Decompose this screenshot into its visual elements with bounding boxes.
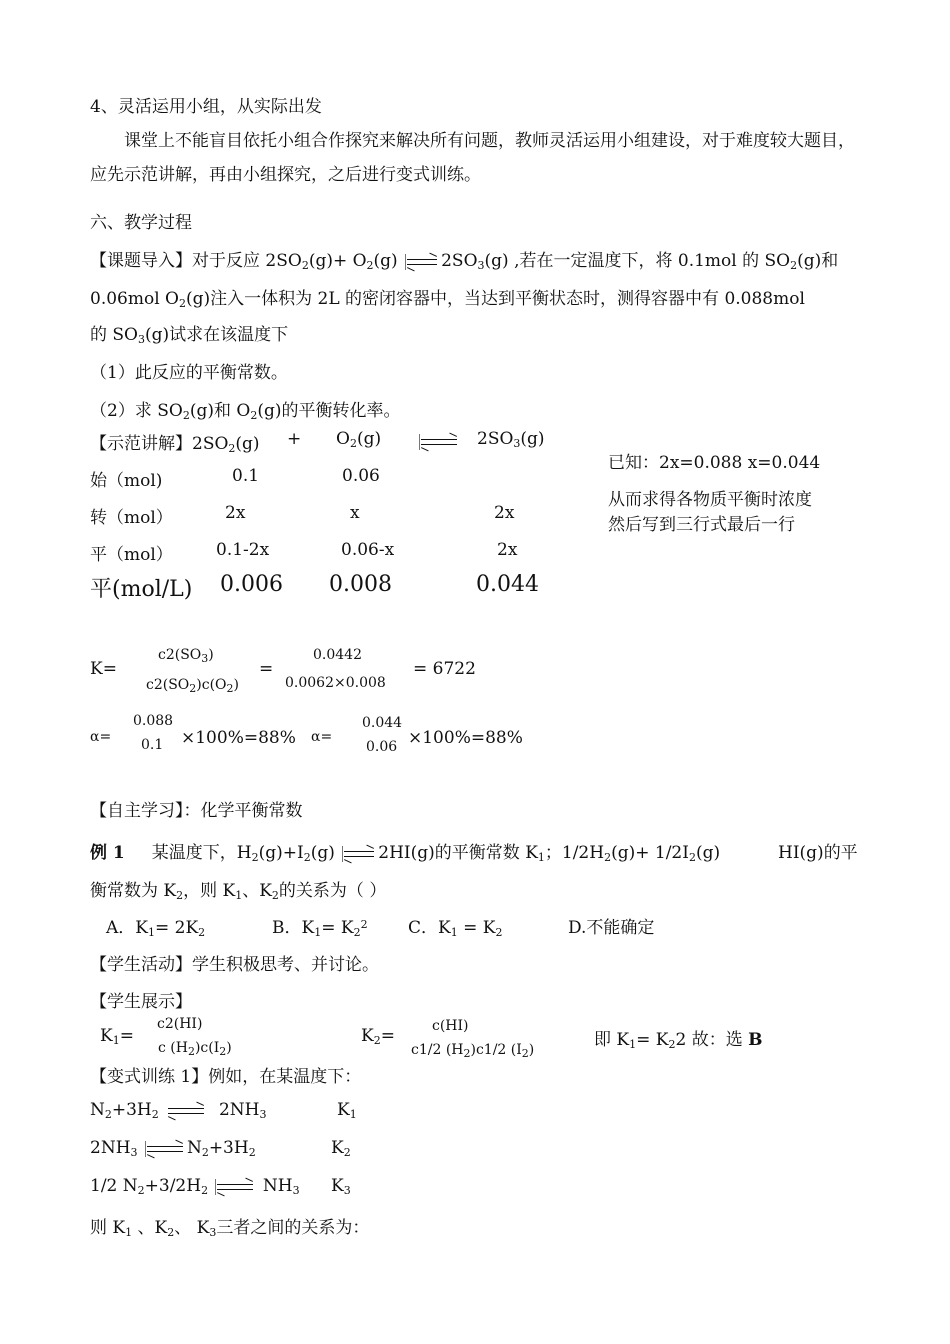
rxn-text: 2NH — [90, 1138, 131, 1158]
rxn-text: NH — [262, 1176, 293, 1196]
sub: 2 — [349, 437, 357, 450]
sub: 3 — [343, 1184, 351, 1197]
intro-line-2 — [90, 284, 805, 310]
ex-text: 某温度下，H — [151, 843, 252, 863]
k-result: = 6722 — [413, 659, 476, 679]
k-den-text: ) — [233, 677, 239, 693]
k1-label — [100, 1026, 134, 1047]
ex-text: ；1/2H — [544, 843, 605, 863]
alpha-2-numerator: 0.044 — [362, 715, 403, 731]
rxn-text: N — [186, 1138, 202, 1158]
ex-text: (g) — [695, 843, 721, 863]
option-c — [408, 913, 502, 939]
row-conc-value: 0.044 — [476, 572, 539, 597]
sub: 2 — [178, 297, 186, 310]
product — [477, 429, 545, 450]
reaction-1-k — [337, 1100, 357, 1121]
sub: 2 — [137, 1184, 145, 1197]
q2-text: (g)的平衡转化率。 — [257, 401, 401, 421]
k-num-text: ) — [208, 647, 214, 663]
row-change-value: 2x — [225, 503, 246, 523]
sub: 2 — [219, 1045, 227, 1058]
k1-den-text: ) — [226, 1040, 232, 1056]
self-study-heading: 【自主学习】：化学平衡常数 — [90, 801, 303, 821]
sub: 1 — [147, 926, 155, 939]
alpha-2-denominator: 0.06 — [366, 739, 398, 755]
sub: 2 — [604, 851, 612, 864]
intro-text: 2SO — [441, 251, 478, 271]
k-denominator — [146, 677, 239, 695]
k-denominator-2: 0.0062×0.008 — [285, 675, 386, 691]
note-1: 已知：2x=0.088 x=0.044 — [608, 453, 821, 473]
ex-text: (g) — [310, 843, 335, 863]
row-eq-label: 平（mol） — [90, 545, 173, 565]
sub: 3 — [292, 1184, 300, 1197]
ex-text: 2HI(g)的平衡常数 K — [378, 843, 538, 863]
sub: 2 — [182, 409, 190, 422]
sub: 2 — [271, 889, 279, 902]
sup: 2 — [360, 918, 368, 931]
example-1-line-1 — [90, 838, 720, 864]
alpha-1-result: ×100%=88% — [181, 728, 296, 748]
demo-tag — [90, 429, 260, 455]
k-label: K= — [90, 659, 117, 679]
opt-text: B．K — [272, 918, 315, 938]
intro-text: (g)试求在该温度下 — [145, 325, 289, 345]
sub: 2 — [250, 409, 258, 422]
sub: 2 — [688, 851, 696, 864]
sub: 3 — [201, 652, 209, 665]
sub: 2 — [463, 1047, 471, 1060]
k1-den-text: )c(I — [194, 1040, 220, 1056]
row-change-value: 2x — [494, 503, 515, 523]
k1-text: K — [100, 1026, 113, 1046]
intro-text: (g)+ O — [308, 251, 367, 271]
equilibrium-arrow-icon — [419, 436, 459, 448]
sub: 2 — [187, 1045, 195, 1058]
reactant-2 — [336, 429, 381, 450]
answer-choice: B — [748, 1030, 763, 1050]
sub: 1 — [349, 1108, 357, 1121]
rxn-text: 2NH — [218, 1100, 260, 1120]
k2-denominator — [411, 1042, 534, 1060]
rxn-text: +3H — [111, 1100, 152, 1120]
option-b — [272, 913, 368, 939]
alpha-1-label: α= — [90, 729, 112, 745]
rxn-k: K — [337, 1100, 350, 1120]
alpha-1-denominator: 0.1 — [141, 737, 164, 753]
ex-text: 、K — [242, 881, 272, 901]
sub: 2 — [343, 1146, 351, 1159]
reaction-1 — [90, 1100, 267, 1121]
example-label: 例 1 — [90, 843, 125, 863]
k-den-text: )c(O — [196, 677, 227, 693]
example-1-line-2 — [90, 876, 386, 902]
plus-sign: + — [287, 429, 302, 449]
k1-numerator: c2(HI) — [157, 1016, 203, 1032]
reaction-3 — [90, 1176, 300, 1197]
equilibrium-arrow-icon — [145, 1143, 185, 1155]
row-start-value: 0.1 — [232, 466, 260, 486]
k-num-text: c2(SO — [158, 647, 202, 663]
sub: 2 — [301, 259, 309, 272]
row-change-value: x — [350, 503, 360, 523]
sub: 3 — [259, 1108, 267, 1121]
k2-den-text: )c1/2 (I — [470, 1042, 522, 1058]
reaction-3-k — [331, 1176, 351, 1197]
answer-text: 即 K — [594, 1030, 630, 1050]
rxn-text: +3H — [208, 1138, 249, 1158]
sub: 2 — [151, 1108, 159, 1121]
example-1-tail: HI(g)的平 — [778, 843, 858, 863]
question-2 — [90, 396, 400, 422]
student-activity: 【学生活动】学生积极思考、并讨论。 — [90, 955, 379, 975]
answer — [594, 1025, 762, 1051]
alpha-2-label: α= — [311, 729, 333, 745]
ex-text: 衡常数为 K — [90, 881, 177, 901]
k1-denominator — [158, 1040, 232, 1058]
sub: 2 — [495, 926, 503, 939]
intro-text: 的 SO — [90, 325, 138, 345]
intro-line-1 — [90, 246, 838, 272]
row-start-value: 0.06 — [342, 466, 380, 486]
opt-text: C．K — [408, 918, 451, 938]
sub: 3 — [209, 1226, 217, 1239]
equilibrium-arrow-icon — [215, 1181, 255, 1193]
sub: 1 — [314, 926, 322, 939]
opt-text: = K — [457, 918, 496, 938]
ex-text: (g)+I — [258, 843, 304, 863]
opt-text: A．K — [106, 918, 148, 938]
opt-text: = 2K — [154, 918, 199, 938]
sub: 2 — [303, 851, 311, 864]
alpha-1-numerator: 0.088 — [133, 713, 174, 729]
equilibrium-arrow-icon — [166, 1105, 206, 1117]
k2-den-text: c1/2 (H — [411, 1042, 464, 1058]
k1-den-text: c (H — [158, 1040, 188, 1056]
demo-tag-label: 【示范讲解】 — [90, 434, 192, 454]
intro-tag: 【课题导入】 — [90, 251, 192, 271]
reactant-2-formula: O — [336, 429, 350, 449]
sub: 1 — [125, 1226, 133, 1239]
answer-text: = K — [636, 1030, 669, 1050]
reactant-2-state: (g) — [356, 429, 382, 449]
sub: 2 — [251, 851, 259, 864]
option-a — [106, 913, 205, 939]
intro-text: (g) ,若在一定温度下，将 0.1mol 的 SO — [484, 251, 791, 271]
sub: 1 — [629, 1038, 637, 1051]
demo-equilibrium-arrow — [417, 431, 461, 451]
k2-label — [361, 1026, 395, 1047]
sub: 2 — [201, 1146, 209, 1159]
sub: 2 — [104, 1108, 112, 1121]
intro-text: (g) — [373, 251, 398, 271]
option-d: D.不能确定 — [568, 918, 655, 938]
rxn-text: 1/2 N — [90, 1176, 138, 1196]
sub: 2 — [790, 259, 798, 272]
row-eq-value: 0.1-2x — [216, 540, 270, 560]
final-text: 则 K — [90, 1218, 126, 1238]
row-conc-label: 平(mol/L) — [90, 577, 193, 602]
sub: 2 — [198, 926, 206, 939]
rxn-text: +3/2H — [144, 1176, 202, 1196]
answer-text: 2 故：选 — [675, 1030, 749, 1050]
equilibrium-arrow-icon — [342, 848, 376, 860]
sub: 1 — [235, 889, 243, 902]
product-state: (g) — [520, 429, 545, 449]
heading-4: 4、灵活运用小组，从实际出发 — [90, 97, 322, 117]
row-start-label: 始（mol) — [90, 471, 163, 491]
sub: 2 — [668, 1038, 676, 1051]
intro-text: (g)注入一体积为 2L 的密闭容器中，当达到平衡状态时，测得容器中有 0.088mol — [185, 289, 805, 309]
reactant-1-state: (g) — [235, 434, 260, 454]
rxn-k: K — [331, 1138, 344, 1158]
opt-text: = K — [321, 918, 354, 938]
row-eq-value: 0.06-x — [341, 540, 395, 560]
k-numerator — [158, 647, 214, 665]
sub: 2 — [248, 1146, 256, 1159]
reaction-2 — [90, 1138, 256, 1159]
k2-text: K — [361, 1026, 374, 1046]
alpha-2-result: ×100%=88% — [408, 728, 523, 748]
q2-text: (g)和 O — [189, 401, 251, 421]
reactant-1: 2SO — [192, 434, 229, 454]
paragraph-1: 课堂上不能盲目依托小组合作探究来解决所有问题，教师灵活运用小组建设，对于难度较大题目，应先示范讲解，再由小组探究，之后进行变式训练。 — [90, 131, 855, 185]
variant-training-1: 【变式训练 1】例如，在某温度下： — [90, 1067, 362, 1087]
k-den-text: c2(SO — [146, 677, 190, 693]
rxn-text: N — [90, 1100, 105, 1120]
intro-line-3 — [90, 320, 288, 346]
reaction-2-k — [331, 1138, 351, 1159]
sub: 2 — [176, 889, 184, 902]
heading-6: 六、教学过程 — [90, 213, 192, 233]
sub: 3 — [130, 1146, 138, 1159]
intro-text: (g)和 — [797, 251, 839, 271]
row-change-label: 转（mol） — [90, 508, 173, 528]
sub: 2 — [373, 1034, 381, 1047]
note-3: 然后写到三行式最后一行 — [608, 515, 795, 535]
sub: 1 — [112, 1034, 120, 1047]
sub: 2 — [189, 682, 197, 695]
k2-numerator: c(HI) — [432, 1018, 469, 1034]
intro-text: 对于反应 2SO — [192, 251, 302, 271]
ex-text: ，则 K — [183, 881, 236, 901]
row-conc-value: 0.008 — [329, 572, 392, 597]
ex-text: 的关系为（ ） — [278, 881, 387, 901]
k-equals: = — [259, 659, 274, 679]
product-formula: 2SO — [477, 429, 514, 449]
sub: 2 — [366, 259, 374, 272]
final-text: 、K — [132, 1218, 168, 1238]
sub: 2 — [228, 442, 236, 455]
sub: 1 — [450, 926, 458, 939]
row-eq-value: 2x — [497, 540, 518, 560]
row-conc-value: 0.006 — [220, 572, 283, 597]
sub: 3 — [477, 259, 485, 272]
equilibrium-arrow-icon — [405, 256, 439, 268]
intro-text: 0.06mol O — [90, 289, 179, 309]
sub: 2 — [226, 682, 234, 695]
rxn-k: K — [331, 1176, 344, 1196]
sub: 2 — [353, 926, 361, 939]
sub: 3 — [138, 333, 145, 346]
k2-text: = — [380, 1026, 395, 1046]
sub: 2 — [201, 1184, 209, 1197]
sub: 3 — [513, 437, 521, 450]
ex-text: (g)+ 1/2I — [611, 843, 689, 863]
note-2: 从而求得各物质平衡时浓度 — [608, 490, 812, 510]
k2-den-text: ) — [528, 1042, 535, 1058]
q2-text: （2）求 SO — [90, 401, 183, 421]
sub: 2 — [521, 1047, 529, 1060]
k-numerator-2: 0.0442 — [313, 647, 362, 663]
final-question — [90, 1213, 369, 1239]
k1-text: = — [119, 1026, 134, 1046]
student-show: 【学生展示】 — [90, 992, 192, 1012]
sub: 2 — [167, 1226, 175, 1239]
sub: 1 — [537, 851, 545, 864]
question-1: （1）此反应的平衡常数。 — [90, 363, 288, 383]
final-text: 三者之间的关系为： — [216, 1218, 370, 1238]
final-text: 、 K — [174, 1218, 210, 1238]
